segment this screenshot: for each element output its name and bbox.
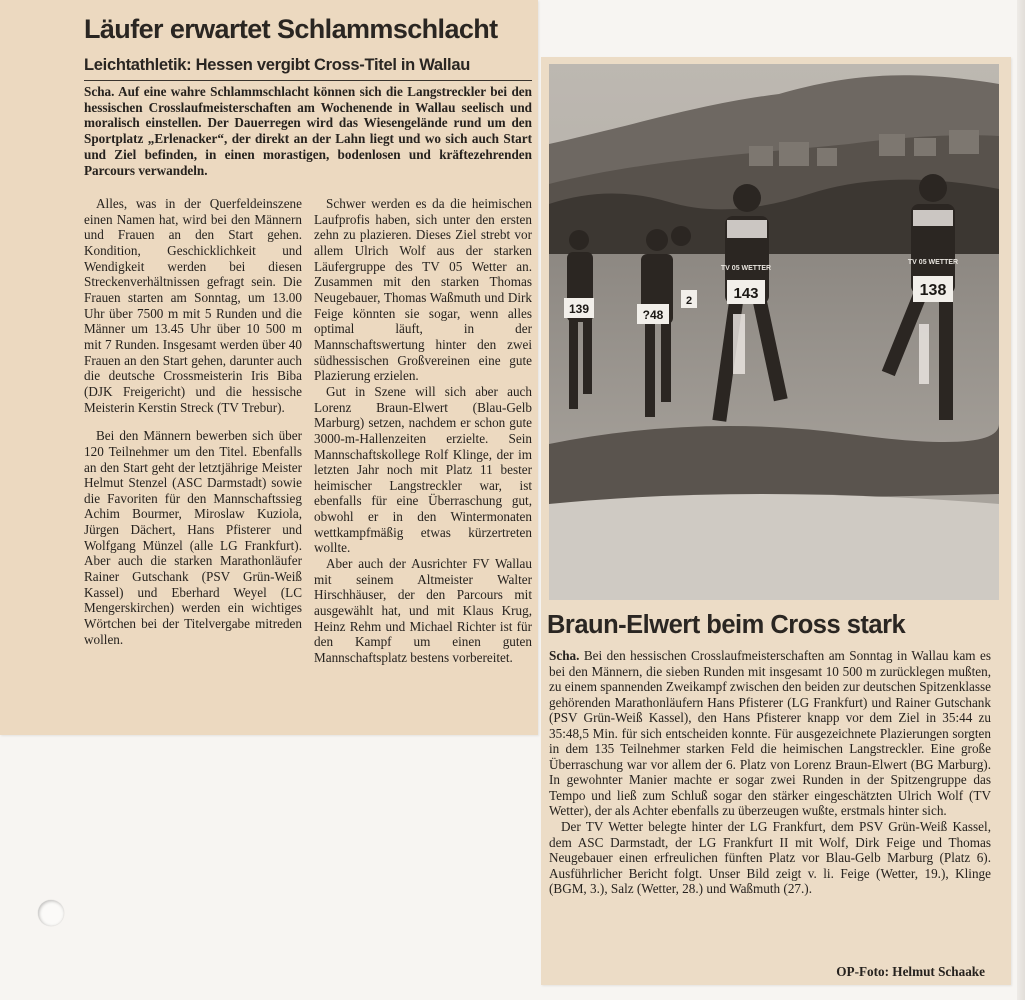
bib-number: 139 — [568, 302, 590, 316]
paragraph: Aber auch der Ausrichter FV Wallau mit seinem Altmeister Walter Hirschhäuser, der den Parcours mit ausgewählt hat, und mit Klaus Krug, Heinz Rehm und Michael Richter ist für den Kampf um einen guten Mannschaftsplatz bestens vorbereitet. — [314, 556, 532, 666]
article-subheadline: Leichtathletik: Hessen vergibt Cross-Titel in Wallau — [84, 56, 470, 74]
bib-number: 143 — [733, 285, 759, 302]
report-body — [549, 648, 991, 897]
paragraph: Gut in Szene will sich aber auch Lorenz Braun-Elwert (Blau-Gelb Marburg) setzen, nachdem er schon gute 3000-m-Hallenzeiten erzielte. Sein Mannschaftskollege Rolf Klinge, der im letzten Jahr noch mit Platz 11 bester heimischer Langstreckler war, ist ebenfalls für eine Überraschung gut, obwohl er in den Wintermonaten wettkampfmäßig etwas kürzertreten wollte. — [314, 383, 532, 556]
paragraph — [549, 648, 991, 819]
report-headline: Braun-Elwert beim Cross stark — [547, 611, 906, 639]
bib-number: 138 — [919, 282, 947, 299]
paragraph: Bei den Männern bewerben sich über 120 Teilnehmer um den Titel. Ebenfalls an den Start geht der letztjährige Meister Helmut Stenzel (ASC Darmstadt) sowie die Favoriten für den Mannschaftssieg Achim Bourmer, Miroslaw Kuziola, Jürgen Dächert, Hans Pfisterer und Wolfgang Münzel (alle LG Frankfurt). Aber auch die starken Marathonläufer Rainer Gutschank (PSV Grün-Weiß Kassel) und Eberhard Weyel (LC Mengerskirchen) werden ein wichtiges Wörtchen bei der Titelvergabe mitreden wollen. — [84, 428, 302, 647]
paragraph: Alles, was in der Querfeldeinszene einen Namen hat, wird bei den Männern und Frauen an den Start gehen. Kondition, Geschicklichkeit und Wendigkeit werden bei diesen Streckenverhältnissen gefragt sein. Die Frauen starten am Sonntag, um 13.00 Uhr über 7500 m mit 5 Runden und die Männer um 13.45 Uhr über 10 500 m mit 7 Runden. Insgesamt werden über 40 Frauen an den Start gehen, darunter auch die deutsche Crossmeisterin Iris Biba (DJK Freigericht) und die hessische Meisterin Kerstin Streck (TV Trebur). — [84, 196, 302, 415]
paragraph: Schwer werden es da die heimischen Laufprofis haben, sich unter den ersten zehn zu plazieren. Dieses Ziel strebt vor allem Ulrich Wolf aus der starken Läufergruppe des TV 05 Wetter an. Zusammen mit den starken Thomas Neugebauer, Thomas Waßmuth und Dirk Feige könnten sie sogar, wenn alles optimal läuft, in der Mannschaftswertung hinter den zwei südhessischen Großvereinen eine gute Plazierung erzielen. — [314, 196, 532, 384]
bib-number: ?48 — [642, 308, 664, 322]
article-column-2 — [314, 196, 532, 666]
bib-number: 2 — [685, 295, 693, 307]
byline: Scha. — [549, 648, 580, 663]
article-column-1 — [84, 196, 302, 647]
cross-country-runners-image — [549, 64, 999, 600]
punch-hole — [38, 900, 64, 926]
race-photo — [549, 64, 999, 600]
article-headline: Läufer erwartet Schlammschlacht — [84, 14, 498, 44]
shirt-text: TV 05 WETTER — [907, 259, 959, 266]
page-edge — [1017, 0, 1025, 1000]
shirt-text: TV 05 WETTER — [720, 265, 772, 272]
photo-credit: OP-Foto: Helmut Schaake — [836, 964, 985, 979]
paragraph: Der TV Wetter belegte hinter der LG Frankfurt, dem PSV Grün-Weiß Kassel, dem ASC Darmstadt, der LG Frankfurt II mit Wolf, Dirk Feige und Thomas Neugebauer einen erfreulichen fünften Platz vor Blau-Gelb Marburg (Platz 6). Ausführlicher Bericht folgt. Unser Bild zeigt v. li. Feige (Wetter, 19.), Klinge (BGM, 3.), Salz (Wetter, 28.) und Waßmuth (27.). — [549, 819, 991, 897]
paragraph-text: Bei den hessischen Crosslaufmeisterschaften am Sonntag in Wallau kam es bei den Männern, die sieben Runden mit insgesamt 10 500 m zurücklegen mußten, zu einem spannenden Zweikampf zwischen den beiden zur deutschen Spitzenklasse gehörenden Marathonläufern Hans Pfisterer (LG Frankfurt) und Rainer Gutschank (PSV Grün-Weiß Kassel), den Hans Pfisterer knapp vor dem Ziel in 35:44 zu 35:48,5 Min. für sich entscheiden konnte. Für ausgezeichnete Plazierungen sorgten in dem 135 Teilnehmer starken Feld die heimischen Langstreckler. Eine große Überraschung war vor allem der 6. Platz von Lorenz Braun-Elwert (BG Marburg). In gewohnter Manier machte er sogar zwei Runden in der Spitzengruppe das Tempo und ließ zum Schluß sogar den stärker eingeschätzten Ulrich Wolf (TV Wetter), der als Achter ebenfalls zu überzeugen wußte, erstmals hinter sich. — [549, 648, 991, 819]
headline-rule — [84, 80, 532, 81]
article-lead: Scha. Auf eine wahre Schlammschlacht können sich die Langstreckler bei den hessischen Crosslaufmeisterschaften am Wochenende in Wallau seelisch und moralisch einstellen. Der Dauerregen wird das Wiesengelände rund um den Sportplatz „Erlenacker“, der direkt an der Lahn liegt und wo sich auch Start und Ziel befinden, in einen morastigen, bodenlosen und kräftezehrenden Parcours verwandeln. — [84, 84, 532, 178]
